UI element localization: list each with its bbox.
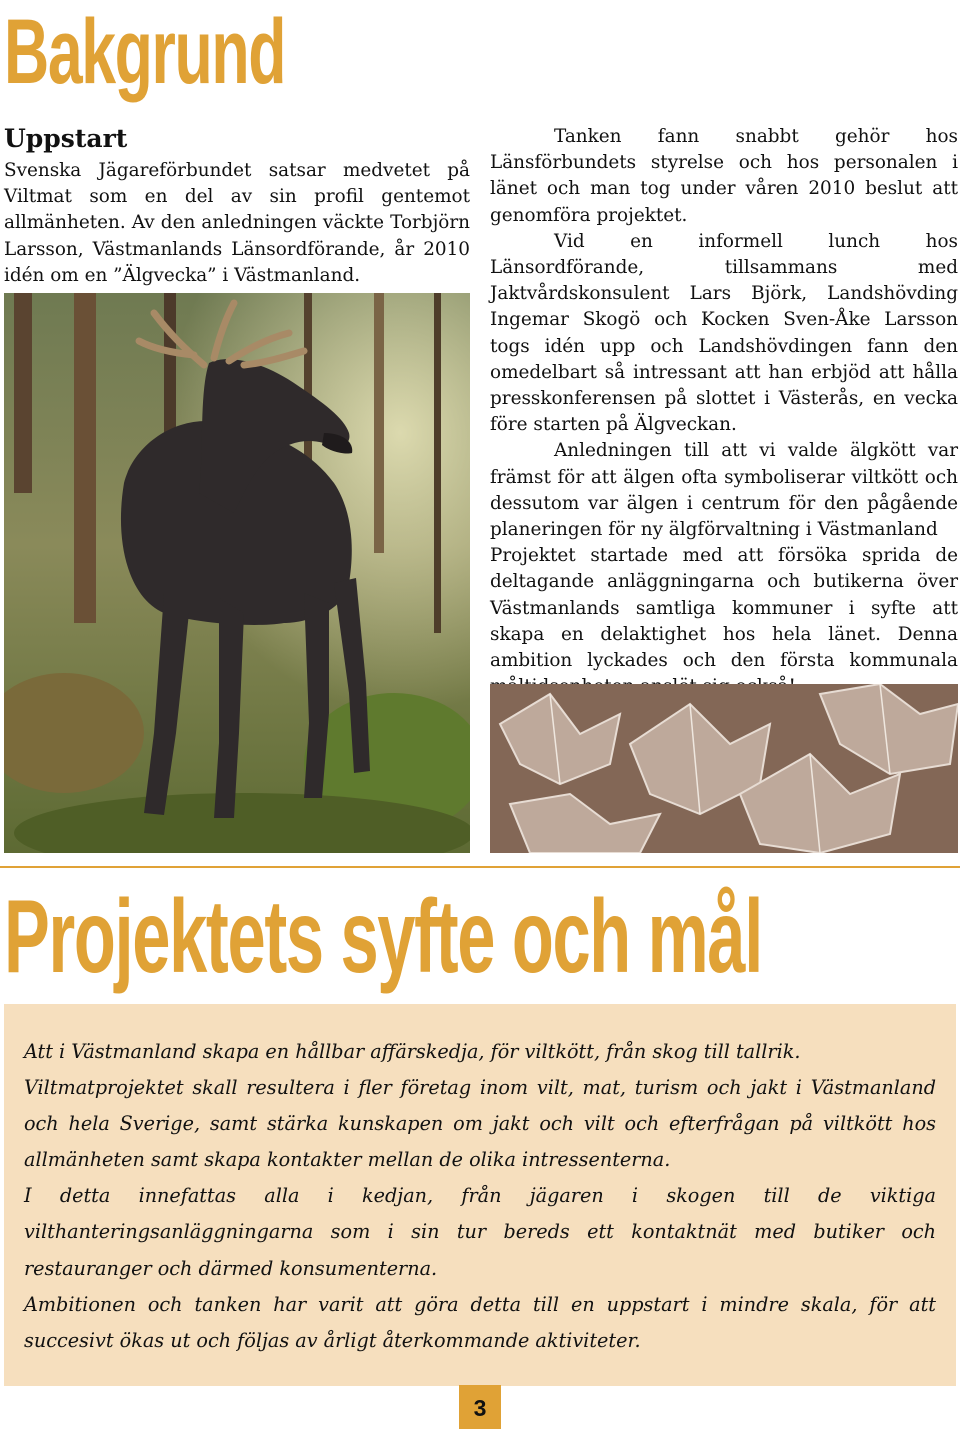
paragraph-lansforbund: Tanken fann snabbt gehör hos Länsförbundets styrelse och hos personalen i länet och man tog under våren 2010 beslut att genomföra projektet. bbox=[490, 126, 958, 226]
section-heading-bakgrund: Bakgrund bbox=[4, 1, 286, 103]
goal-paragraph: Ambitionen och tanken har varit att göra detta till en uppstart i mindre skala, för att succesivt ökas ut och följas av årligt återkommande aktiviteter. bbox=[24, 1292, 936, 1352]
intro-paragraph: Svenska Jägareförbundet satsar medvetet på Viltmat som en del av sin profil gentemot allmänheten. Av den anledningen väckte Torbjörn Larsson, Västmanlands Länsordförande, år 2010 idén om en ”Älgvecka” i Västmanland. bbox=[4, 160, 470, 286]
section-heading-syfte: Projektets syfte och mål bbox=[4, 879, 762, 995]
paragraph-projektet: Projektet startade med att försöka sprida de deltagande anläggningarna och butikerna över Västmanlands samtliga kommuner i syfte att skapa en delaktighet hos hela länet. Denna ambition lyckades och den första kommunala bbox=[490, 545, 958, 672]
paragraph-lunch: Vid en informell lunch hos Länsordförande, tillsammans med Jaktvårdskonsulent Lars Björk, Landshövding Ingemar Skogö och Kocken Sven-Åke Larsson togs idén upp och Landshövdingen fann den omedelbart så intressant att han erbjöd att hålla presskonferensen på slottet i Västerås, en vecka före starten på Älgveckan. bbox=[490, 230, 958, 436]
paragraph-anledningen: Anledningen till att vi valde älgkött var främst för att älgen ofta symboliserar viltkött och dessutom var älgen i centrum för den pågående planeringen för ny älgförvaltning i Västmanland bbox=[490, 440, 958, 541]
section-divider bbox=[0, 866, 960, 868]
goals-box bbox=[4, 1004, 956, 1386]
subheading-uppstart: Uppstart bbox=[4, 124, 128, 153]
frosted-leaves-photo bbox=[490, 684, 958, 853]
goal-paragraph: I detta innefattas alla i kedjan, från jägaren i skogen till de viktiga vilthanteringsanläggningarna som i sin tur bereds ett kontaktnät med butiker och restauranger och därmed konsumenterna. bbox=[24, 1184, 936, 1280]
page-number: 3 bbox=[459, 1385, 501, 1429]
goal-paragraph: Att i Västmanland skapa en hållbar affärskedja, för viltkött, från skog till tallrik. bbox=[24, 1040, 801, 1063]
right-column bbox=[490, 124, 958, 700]
moose-photo bbox=[4, 293, 470, 853]
goal-paragraph: Viltmatprojektet skall resultera i fler företag inom vilt, mat, turism och jakt i Västmanland och hela Sverige, samt stärka kunskapen om jakt och vilt och efterfrågan på viltkött hos allmänheten samt skapa kontakter mellan de olika intressenterna. bbox=[24, 1076, 936, 1172]
